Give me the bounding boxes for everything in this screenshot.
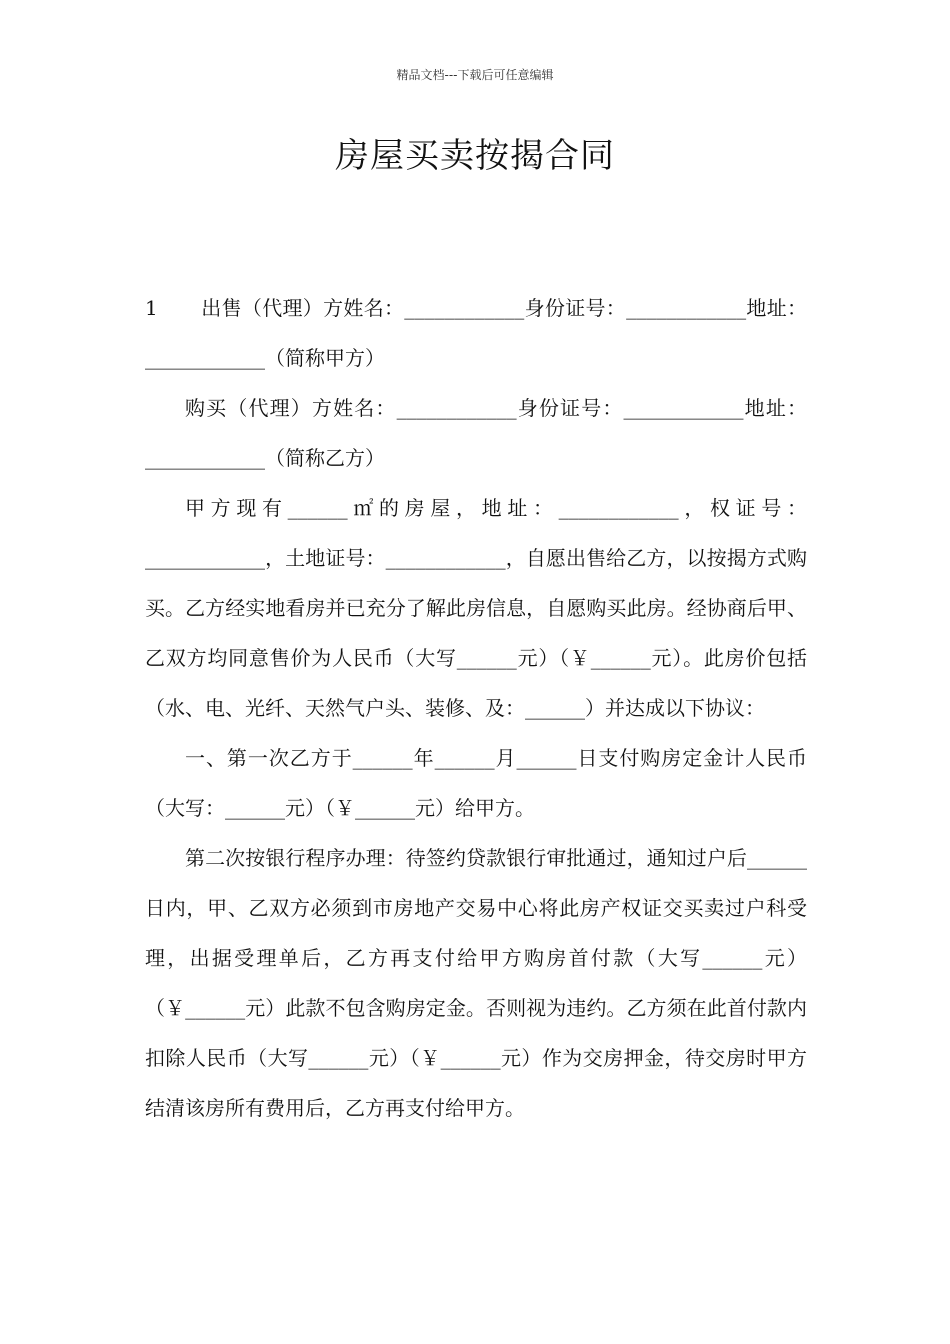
paragraph-property: 甲方现有______㎡的房屋，地址：____________，权证号：____________，土地证号：____________，自愿出售给乙方，以按揭方式购买。乙方经实地看房并已充分了解此房信息，自愿购买此房。经协商后甲、乙双方均同意售价为人民币（大写______元）（￥______元）。此房价包括（水、电、光纤、天然气户头、装修、及：______）并达成以下协议： xyxy=(145,496,807,720)
seller-info-text: 出售（代理）方姓名：____________身份证号：____________地址：____________（简称甲方） xyxy=(145,296,807,370)
paragraph-number: 1 xyxy=(145,296,158,320)
paragraph-second-payment: 第二次按银行程序办理：待签约贷款银行审批通过，通知过户后______日内，甲、乙双方必须到市房地产交易中心将此房产权证交买卖过户科受理，出据受理单后，乙方再支付给甲方购房首付款（大写______元）（￥______元）此款不包含购房定金。否则视为违约。乙方须在此首付款内扣除人民币（大写______元）（￥______元）作为交房押金，待交房时甲方结清该房所有费用后，乙方再支付给甲方。 xyxy=(145,846,807,1120)
paragraph-buyer: 购买（代理）方姓名：____________身份证号：____________地址：____________（简称乙方） xyxy=(145,396,807,470)
paragraph-seller xyxy=(145,283,807,383)
contract-body xyxy=(145,283,807,1133)
paragraph-deposit: 一、第一次乙方于______年______月______日支付购房定金计人民币（大写：______元）（￥______元）给甲方。 xyxy=(145,746,807,820)
header-note: 精品文档---下载后可任意编辑 xyxy=(396,68,554,82)
document-title: 房屋买卖按揭合同 xyxy=(335,136,615,176)
